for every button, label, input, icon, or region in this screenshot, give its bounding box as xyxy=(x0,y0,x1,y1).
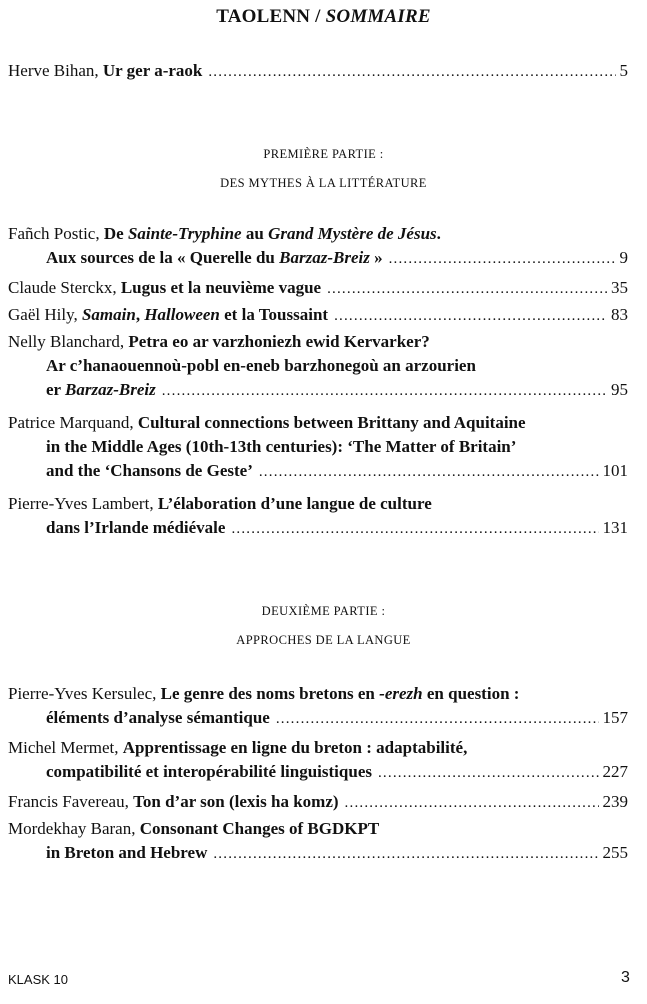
toc-entry xyxy=(8,276,628,300)
leader-dots xyxy=(345,791,599,815)
title-part: -erezh xyxy=(379,684,423,703)
toc-line xyxy=(8,246,628,270)
toc-entry xyxy=(8,222,628,270)
author: Herve Bihan, xyxy=(8,61,103,80)
leader-dots xyxy=(334,304,607,328)
page-number: 95 xyxy=(611,380,628,399)
article-title: in Breton and Hebrew xyxy=(46,843,208,862)
leader-dots xyxy=(327,277,607,301)
toc-line xyxy=(8,354,628,378)
page-number: 9 xyxy=(619,248,628,267)
toc-line xyxy=(8,303,628,327)
toc-text xyxy=(8,411,526,435)
page-number: 227 xyxy=(602,762,628,781)
toc-text xyxy=(8,736,467,760)
author: Claude Sterckx, xyxy=(8,278,121,297)
page-number: 35 xyxy=(611,278,628,297)
article-title: Petra eo ar varzhoniezh ewid Kervarker? xyxy=(128,332,430,351)
toc-line xyxy=(8,276,628,300)
toc-entry xyxy=(8,492,628,540)
toc-line xyxy=(8,760,628,784)
article-title: Consonant Changes of BGDKPT xyxy=(139,819,380,838)
article-title: Lugus et la neuvième vague xyxy=(120,278,322,297)
article-title: Cultural connections between Brittany and Aquitaine xyxy=(137,413,526,432)
title-part: Aux sources de la « Querelle du xyxy=(46,248,280,267)
page-number: 131 xyxy=(602,518,628,537)
title-part: Barzaz-Breiz xyxy=(279,248,370,267)
title-part: Halloween xyxy=(144,305,220,324)
title-part: en question : xyxy=(422,684,520,703)
part-title: DEUXIÈME PARTIE : xyxy=(261,604,386,618)
part-heading xyxy=(0,140,647,198)
toc-text xyxy=(8,59,202,83)
toc-entry xyxy=(8,817,628,865)
toc-text xyxy=(8,303,328,327)
page-number: 101 xyxy=(602,461,628,480)
article-title: compatibilité et interopérabilité linguistiques xyxy=(46,762,372,781)
author: Michel Mermet, xyxy=(8,738,123,757)
article-title: Ar c’hanaouennoù-pobl en-eneb barzhonegoù an arzourien xyxy=(46,356,476,375)
author: Gaël Hily, xyxy=(8,305,82,324)
leader-dots xyxy=(389,247,616,271)
toc-text xyxy=(46,378,156,402)
title-part: Samain xyxy=(81,305,136,324)
article-title: Ton d’ar son (lexis ha komz) xyxy=(133,792,339,811)
article-title: Ur ger a-raok xyxy=(102,61,203,80)
page-number: 83 xyxy=(611,305,628,324)
toc-text xyxy=(46,246,383,270)
toc-line xyxy=(8,378,628,402)
author: Pierre-Yves Kersulec, xyxy=(8,684,161,703)
toc-entry-intro xyxy=(8,59,628,83)
part-subtitle: APPROCHES DE LA LANGUE xyxy=(236,633,411,647)
leader-dots xyxy=(208,60,615,84)
toc-line xyxy=(8,411,628,435)
page-number: 255 xyxy=(602,843,628,862)
article-title: éléments d’analyse sémantique xyxy=(46,708,270,727)
page-number: 5 xyxy=(619,61,628,80)
toc-line xyxy=(8,330,628,354)
leader-dots xyxy=(231,517,598,541)
footer-page-number: 3 xyxy=(621,969,630,986)
title-part: . xyxy=(436,224,441,243)
part-title: PREMIÈRE PARTIE : xyxy=(263,147,384,161)
toc-entry xyxy=(8,303,628,327)
toc-entry xyxy=(8,411,628,483)
toc-line xyxy=(8,682,628,706)
toc-text xyxy=(8,790,339,814)
page-number: 157 xyxy=(602,708,628,727)
article-title: Apprentissage en ligne du breton : adaptabilité, xyxy=(122,738,468,757)
toc-line xyxy=(8,459,628,483)
title-part: Sainte-Tryphine xyxy=(127,224,242,243)
leader-dots xyxy=(276,707,599,731)
toc-text xyxy=(8,682,519,706)
footer-journal: KLASK 10 xyxy=(8,972,68,987)
toc-line xyxy=(8,222,628,246)
toc-entry xyxy=(8,736,628,784)
title-part: au xyxy=(241,224,269,243)
article-title: dans l’Irlande médiévale xyxy=(46,518,226,537)
author: Patrice Marquand, xyxy=(8,413,138,432)
author: Mordekhay Baran, xyxy=(8,819,140,838)
toc-text xyxy=(8,276,321,300)
toc-line xyxy=(8,790,628,814)
toc-text xyxy=(8,222,441,246)
toc-text xyxy=(8,330,430,354)
toc-entry xyxy=(8,330,628,402)
leader-dots xyxy=(378,761,599,785)
part-subtitle: DES MYTHES À LA LITTÉRATURE xyxy=(220,176,427,190)
toc-line xyxy=(8,516,628,540)
toc-entry xyxy=(8,790,628,814)
author: Nelly Blanchard, xyxy=(8,332,129,351)
toc-line xyxy=(8,817,628,841)
title-part: De xyxy=(103,224,128,243)
title-part: , xyxy=(135,305,145,324)
toc-line xyxy=(8,435,628,459)
toc-line xyxy=(8,59,628,83)
leader-dots xyxy=(162,379,607,403)
title-part: et la Toussaint xyxy=(219,305,329,324)
leader-dots xyxy=(259,460,599,484)
title-part: Grand Mystère de Jésus xyxy=(268,224,437,243)
title-part: » xyxy=(369,248,383,267)
toc-text xyxy=(8,817,379,841)
title-part: er xyxy=(46,380,66,399)
toc-line xyxy=(8,492,628,516)
author: Fañch Postic, xyxy=(8,224,104,243)
toc-line xyxy=(8,736,628,760)
author: Pierre-Yves Lambert, xyxy=(8,494,158,513)
toc-entry xyxy=(8,682,628,730)
title-part: Le genre des noms bretons en xyxy=(160,684,380,703)
author: Francis Favereau, xyxy=(8,792,134,811)
leader-dots xyxy=(213,842,598,866)
title-part: Barzaz-Breiz xyxy=(65,380,156,399)
page-title xyxy=(0,6,647,28)
article-title: L’élaboration d’une langue de culture xyxy=(157,494,432,513)
title-main: TAOLENN / xyxy=(216,6,326,27)
toc-line xyxy=(8,841,628,865)
article-title: in the Middle Ages (10th-13th centuries): ‘The Matter of Britain’ xyxy=(46,437,517,456)
title-italic: SOMMAIRE xyxy=(325,6,431,27)
toc-line xyxy=(8,706,628,730)
part-heading xyxy=(0,597,647,655)
page-number: 239 xyxy=(602,792,628,811)
toc-text xyxy=(8,492,432,516)
article-title: and the ‘Chansons de Geste’ xyxy=(46,461,253,480)
